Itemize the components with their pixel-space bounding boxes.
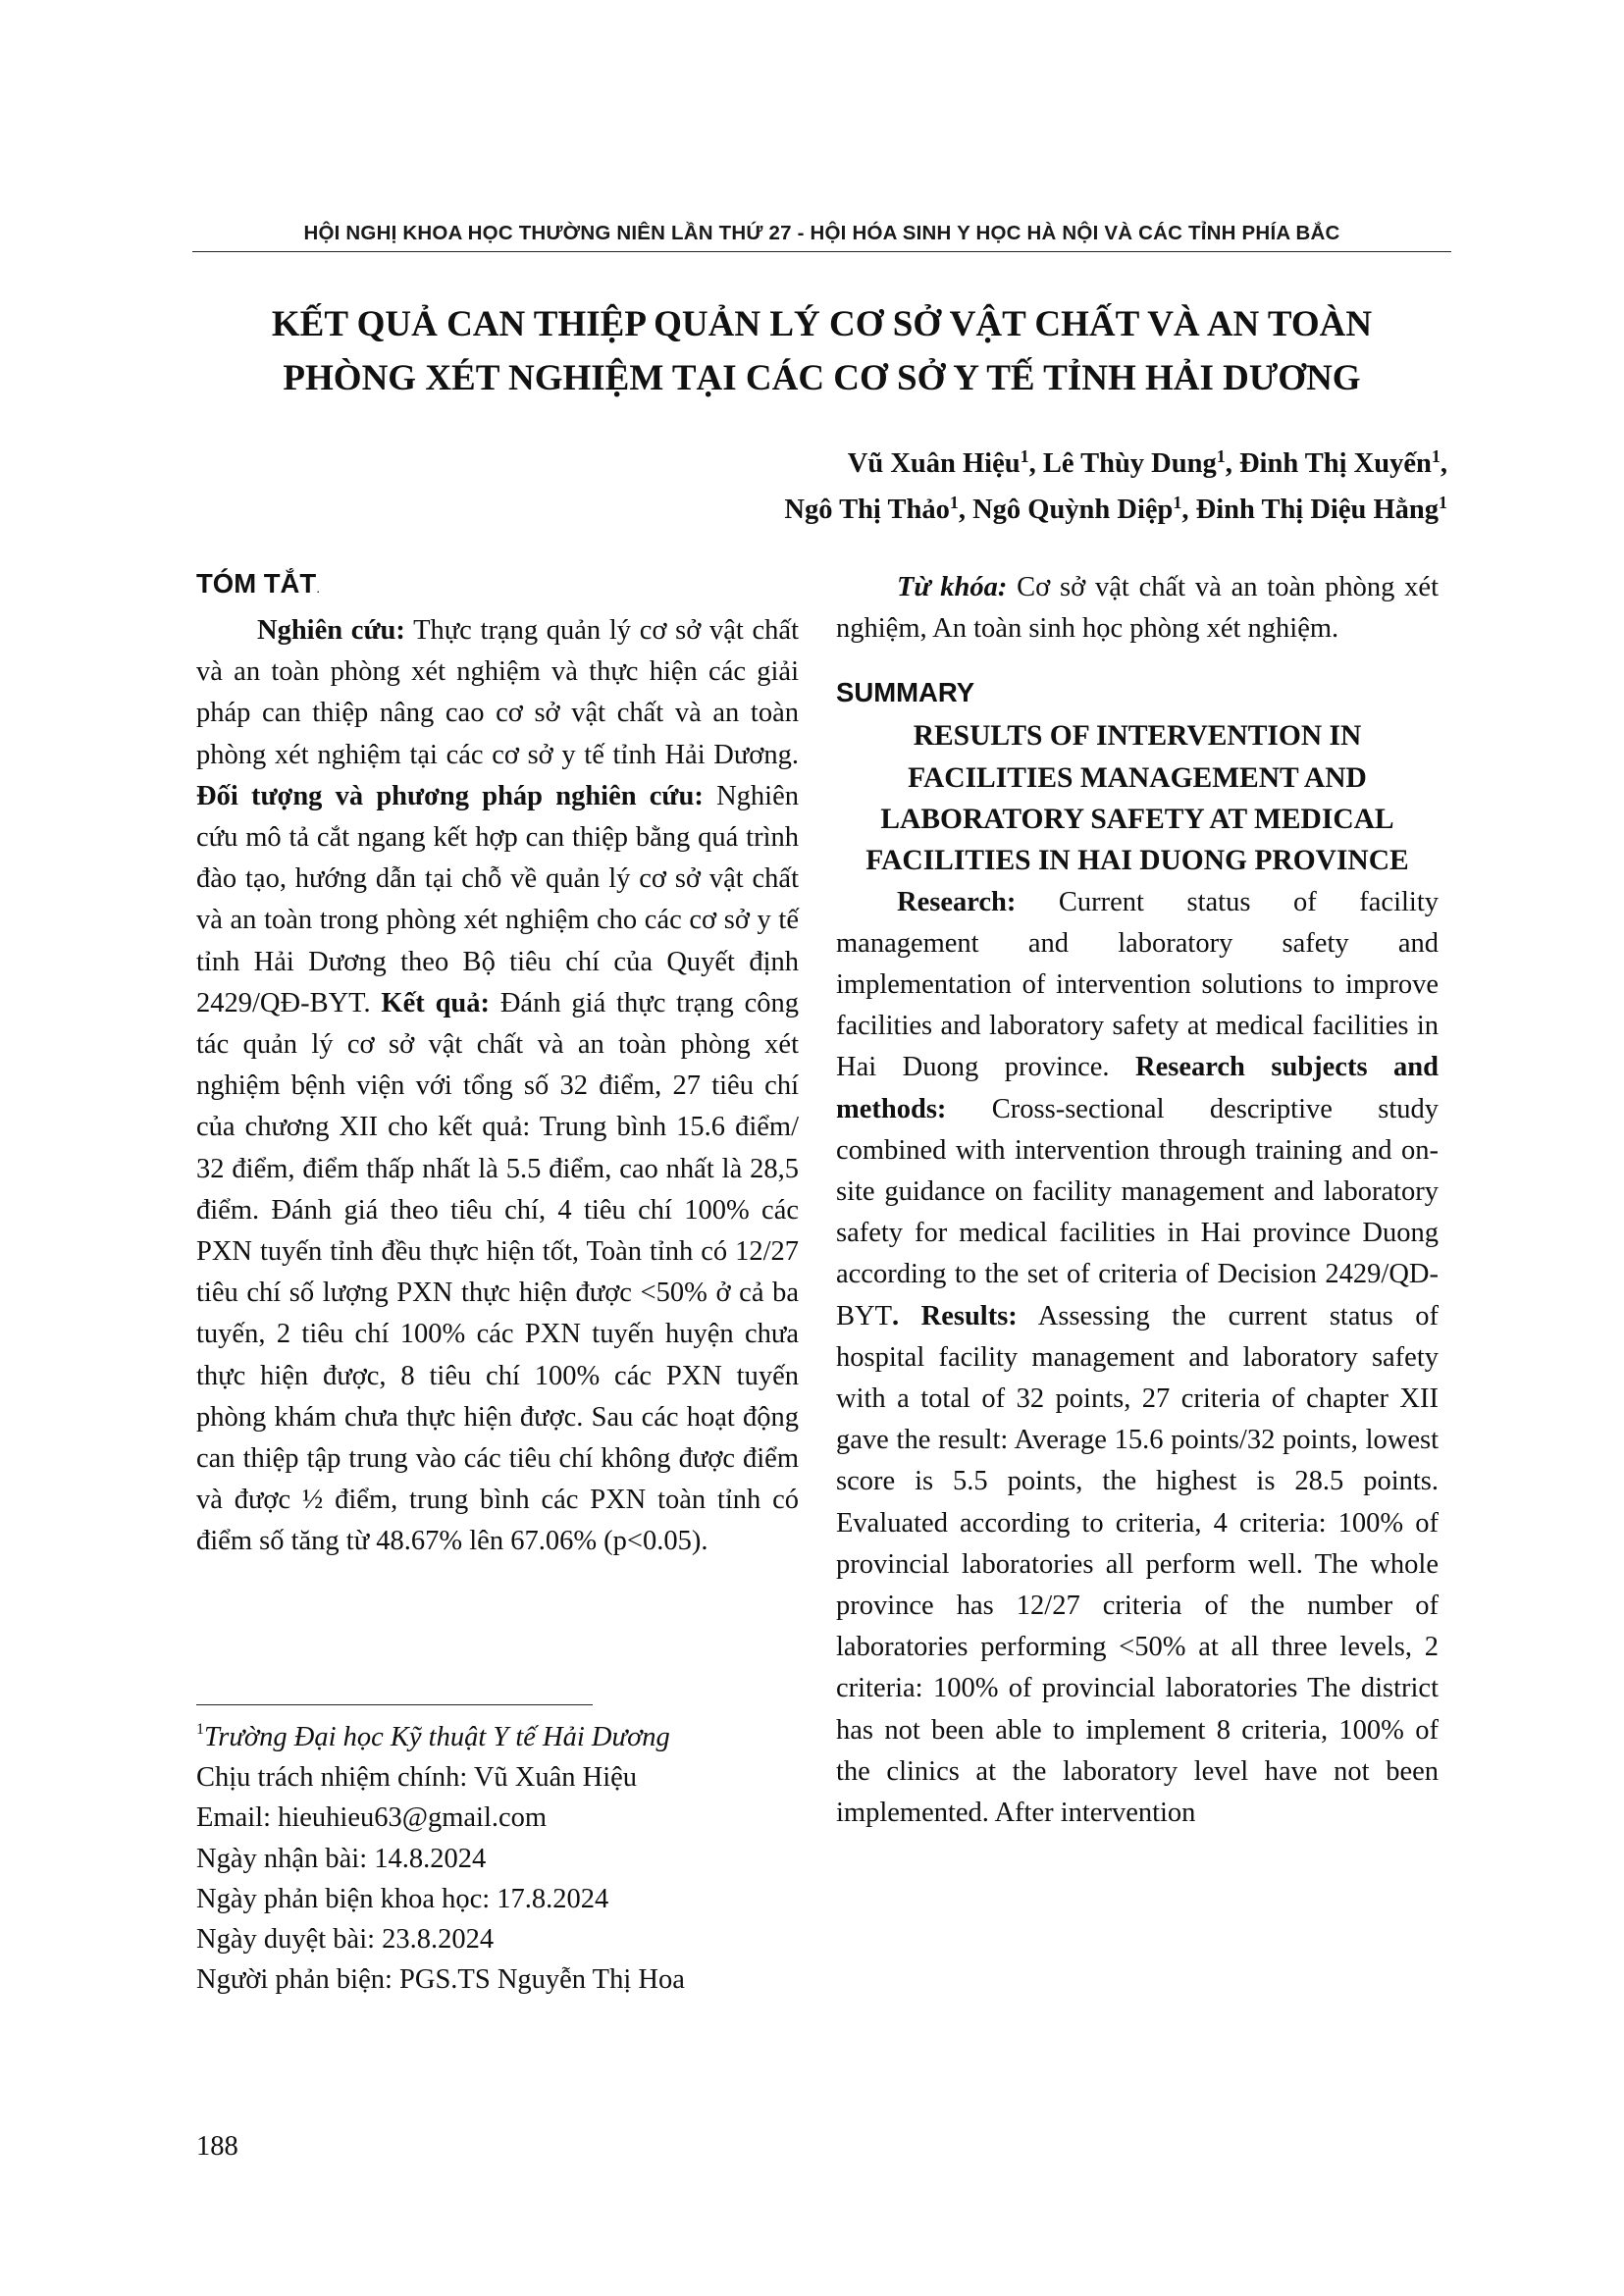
- author-name: Đinh Thị Diệu Hằng: [1195, 495, 1439, 525]
- footnotes: [196, 1717, 824, 2000]
- footnote-email: Email: hieuhieu63@gmail.com: [196, 1802, 548, 1834]
- summary-results-label: . Results:: [892, 1300, 1018, 1331]
- summary-results-text: Assessing the current status of hospital facility management and laboratory safety with a total of 32 points, 27 criteria of chapter XII gave the result: Average 15.6 points/32 points, lowest score is 5.5 points, the highest is 28.5 points. Evaluated according to criteria, 4 criteria: 100% of provincial laboratories all perform well. The whole province has 12/27 criteria of the number of laboratories performing <50% at all three levels, 2 criteria: 100% of provincial laboratories The district has not been able to implement 8 criteria, 100% of the clinics at the laboratory level have not been implemented. After intervention: [836, 1300, 1439, 1829]
- summary-methods-text: Cross-sectional descriptive study combined with intervention through training and on-site guidance on facility management and laboratory safety for medical facilities in Hai province Duong according to the set of criteria of Decision 2429/QD-BYT: [836, 1093, 1439, 1331]
- title-line-2: PHÒNG XÉT NGHIỆM TẠI CÁC CƠ SỞ Y TẾ TỈNH HẢI DƯƠNG: [283, 358, 1361, 398]
- keywords-text: Cơ sở vật chất và an toàn phòng xét nghiệm, An toàn sinh học phòng xét nghiệm.: [836, 572, 1439, 645]
- footnote-accepted: Ngày duyệt bài: 23.8.2024: [196, 1924, 495, 1956]
- footnote-reviewer: Người phản biện: PGS.TS Nguyễn Thị Hoa: [196, 1964, 685, 1996]
- page-number: 188: [196, 2131, 238, 2162]
- title-line-1: KẾT QUẢ CAN THIỆP QUẢN LÝ CƠ SỞ VẬT CHẤT VÀ AN TOÀN: [271, 304, 1373, 344]
- author-affiliation-mark: 1: [1173, 493, 1182, 512]
- keywords-label: Từ khóa:: [897, 572, 1008, 602]
- footnote-received: Ngày nhận bài: 14.8.2024: [196, 1843, 487, 1874]
- footnote-affiliation: [196, 1717, 824, 1757]
- results-label: Kết quả:: [381, 987, 491, 1018]
- summary-research-label: Research:: [897, 886, 1017, 917]
- author-separator: ,: [1225, 448, 1239, 479]
- keywords: [836, 567, 1439, 650]
- author-name: Ngô Thị Thảo: [784, 495, 950, 525]
- footnote-divider: [196, 1704, 593, 1705]
- author-separator: ,: [1181, 495, 1196, 525]
- author-separator: ,: [1028, 448, 1043, 479]
- abstract-paragraph: [196, 610, 799, 1563]
- author-name: Ngô Quỳnh Diệp: [972, 495, 1174, 525]
- author-list: [564, 441, 1447, 533]
- methods-text: Nghiên cứu mô tả cắt ngang kết hợp can thiệp bằng quá trình đào tạo, hướng dẫn tại chỗ về quản lý cơ sở vật chất và an toàn trong phòng xét nghiệm cho các cơ sở y tế tỉnh Hải Dương theo Bộ tiêu chí của Quyết định 2429/QĐ-BYT.: [196, 780, 799, 1018]
- author-affiliation-mark: 1: [1431, 446, 1441, 466]
- running-header: HỘI NGHỊ KHOA HỌC THƯỜNG NIÊN LẦN THỨ 27 - HỘI HÓA SINH Y HỌC HÀ NỘI VÀ CÁC TỈNH PHÍA BẮC: [303, 222, 1340, 244]
- results-text: Đánh giá thực trạng công tác quản lý cơ sở vật chất và an toàn phòng xét nghiệm bệnh viện với tổng số 32 điểm, 27 tiêu chí của chương XII cho kết quả: Trung bình 15.6 điểm/ 32 điểm, điểm thấp nhất là 5.5 điểm, cao nhất là 28,5 điểm. Đánh giá theo tiêu chí, 4 tiêu chí 100% các PXN tuyến tỉnh đều thực hiện tốt, Toàn tỉnh có 12/27 tiêu chí số lượng PXN thực hiện được <50% ở cả ba tuyến, 2 tiêu chí 100% các PXN tuyến huyện chưa thực hiện được, 8 tiêu chí 100% các PXN tuyến phòng khám chưa thực hiện được. Sau các hoạt động can thiệp tập trung vào các tiêu chí không được điểm và được ½ điểm, trung bình các PXN toàn tỉnh có điểm số tăng từ 48.67% lên 67.06% (p<0.05).: [196, 987, 799, 1557]
- summary-research-text: Current status of facility management and laboratory safety and implementation of intervention solutions to improve facilities and laboratory safety at medical facilities in Hai Duong province.: [836, 886, 1439, 1083]
- footnote-responsible: Chịu trách nhiệm chính: Vũ Xuân Hiệu: [196, 1762, 638, 1794]
- abstract-heading-dot: .: [316, 580, 321, 596]
- author-name: Vũ Xuân Hiệu: [847, 448, 1021, 479]
- abstract-heading: [196, 564, 799, 607]
- summary-methods-label: Research subjects and methods:: [836, 1052, 1439, 1124]
- abstract-heading-text: TÓM TẮT: [196, 568, 317, 599]
- methods-label: Đối tượng và phương pháp nghiên cứu:: [196, 780, 704, 811]
- author-affiliation-mark: 1: [1216, 446, 1226, 466]
- summary-heading: SUMMARY: [836, 677, 975, 708]
- author-name: Lê Thùy Dung: [1042, 448, 1217, 479]
- research-label: Nghiên cứu:: [257, 615, 405, 646]
- author-line-1: [564, 441, 1447, 487]
- summary-paragraph: [836, 882, 1439, 1835]
- research-text: Thực trạng quản lý cơ sở vật chất và an toàn phòng xét nghiệm và thực hiện các giải pháp can thiệp nâng cao cơ sở vật chất và an toàn phòng xét nghiệm tại các cơ sở y tế tỉnh Hải Dương.: [196, 615, 799, 770]
- footnote-reviewed: Ngày phản biện khoa học: 17.8.2024: [196, 1883, 609, 1914]
- author-name: Đinh Thị Xuyến: [1238, 448, 1432, 479]
- author-affiliation-mark: 1: [949, 493, 959, 512]
- summary-english-column: [836, 567, 1439, 1834]
- footnote-affiliation-mark: 1: [196, 1721, 204, 1738]
- header-divider: [192, 251, 1451, 252]
- author-separator: ,: [958, 495, 973, 525]
- article-title: [192, 297, 1451, 405]
- author-separator: ,: [1440, 448, 1447, 479]
- author-affiliation-mark: 1: [1439, 493, 1447, 512]
- abstract-vietnamese: [196, 564, 799, 1563]
- affiliation-text: Trường Đại học Kỹ thuật Y tế Hải Dương: [204, 1722, 670, 1752]
- summary-title: RESULTS OF INTERVENTION IN FACILITIES MANAGEMENT AND LABORATORY SAFETY AT MEDICAL FACILITIES IN HAI DUONG PROVINCE: [865, 720, 1409, 877]
- author-affiliation-mark: 1: [1020, 446, 1029, 466]
- author-line-2: [564, 487, 1447, 533]
